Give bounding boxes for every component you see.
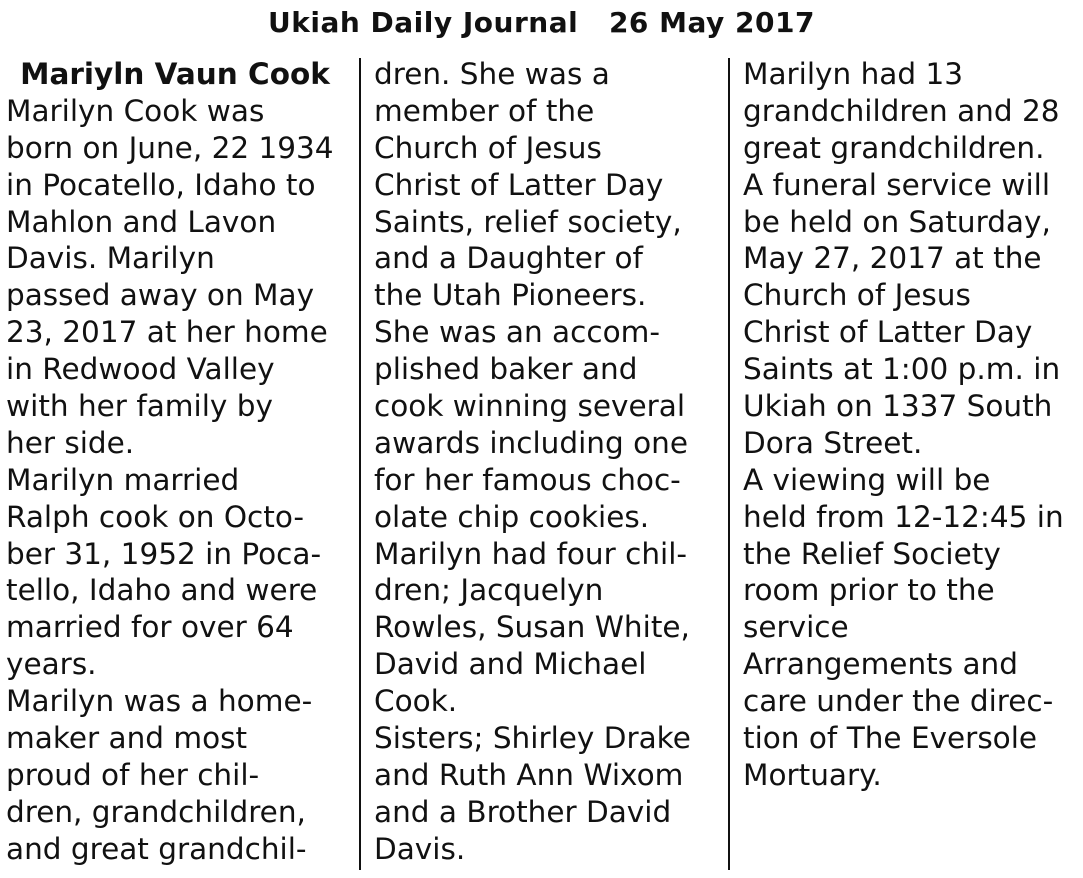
- obituary-text-line: A viewing will be: [743, 462, 991, 497]
- obituary-text-line: cook winning several: [374, 389, 686, 424]
- obituary-column-3: [743, 56, 1083, 794]
- obituary-text-line: Church of Jesus: [374, 130, 602, 165]
- obituary-text-line: years.: [6, 647, 97, 682]
- column-rule: [728, 58, 730, 870]
- obituary-text-line: service: [743, 610, 849, 645]
- obituary-text-line: in Pocatello, Idaho to: [6, 167, 316, 202]
- obituary-text-line: May 27, 2017 at the: [743, 241, 1042, 276]
- obituary-text-line: Christ of Latter Day: [743, 315, 1033, 350]
- obituary-text-line: the Utah Pioneers.: [374, 278, 647, 313]
- obituary-text-line: passed away on May: [6, 278, 315, 313]
- obituary-text-line: ber 31, 1952 in Poca-: [6, 536, 322, 571]
- obituary-text-line: Marilyn married: [6, 462, 240, 497]
- obituary-text-line: plished baker and: [374, 352, 638, 387]
- obituary-column-1: [6, 56, 356, 868]
- obituary-text-line: Ukiah on 1337 South: [743, 389, 1053, 424]
- obituary-text-line: proud of her chil-: [6, 757, 260, 792]
- obituary-text-line: dren, grandchildren,: [6, 794, 306, 829]
- obituary-text-line: and a Brother David: [374, 794, 672, 829]
- obituary-text-line: married for over 64: [6, 610, 294, 645]
- obituary-text-line: tello, Idaho and were: [6, 573, 318, 608]
- publication-name: Ukiah Daily Journal: [268, 6, 579, 39]
- obituary-text-line: tion of The Eversole: [743, 721, 1038, 756]
- obituary-text-line: 23, 2017 at her home: [6, 315, 328, 350]
- obituary-text-line: for her famous choc-: [374, 462, 681, 497]
- obituary-text-line: in Redwood Valley: [6, 352, 275, 387]
- obituary-text-line: Saints, relief society,: [374, 204, 682, 239]
- obituary-text-line: She was an accom-: [374, 315, 660, 350]
- obituary-text-line: Cook.: [374, 684, 458, 719]
- obituary-text-line: Sisters; Shirley Drake: [374, 721, 691, 756]
- masthead-spacer: [578, 6, 609, 39]
- obituary-text-line: Marilyn Cook was: [6, 93, 265, 128]
- obituary-text-line: care under the direc-: [743, 684, 1054, 719]
- obituary-text-line: Arrangements and: [743, 647, 1018, 682]
- obituary-text-line: born on June, 22 1934: [6, 130, 334, 165]
- obituary-text-line: grandchildren and 28: [743, 93, 1060, 128]
- obituary-text-line: with her family by: [6, 389, 273, 424]
- obituary-text-line: and a Daughter of: [374, 241, 643, 276]
- obituary-column-2: [374, 56, 724, 868]
- obituary-text-line: dren. She was a: [374, 57, 610, 91]
- obituary-text-line: Saints at 1:00 p.m. in: [743, 352, 1061, 387]
- obituary-text-line: Mahlon and Lavon: [6, 204, 277, 239]
- obituary-text-line: Marilyn had four chil-: [374, 536, 688, 571]
- obituary-text-line: dren; Jacquelyn: [374, 573, 604, 608]
- obituary-text-line: olate chip cookies.: [374, 499, 650, 534]
- obituary-text-line: awards including one: [374, 425, 688, 460]
- obituary-text-line: Ralph cook on Octo-: [6, 499, 305, 534]
- obituary-text-line: and Ruth Ann Wixom: [374, 757, 684, 792]
- obituary-text-line: David and Michael: [374, 647, 647, 682]
- obituary-text-line: the Relief Society: [743, 536, 1001, 571]
- obituary-text-line: member of the: [374, 93, 595, 128]
- obituary-text-line: Davis.: [374, 831, 466, 866]
- obituary-headline: Mariyln Vaun Cook: [20, 57, 330, 91]
- obituary-text-line: Christ of Latter Day: [374, 167, 664, 202]
- obituary-text-line: and great grandchil-: [6, 831, 307, 866]
- obituary-text-line: maker and most: [6, 721, 248, 756]
- obituary-text-line: great grandchildren.: [743, 130, 1045, 165]
- publication-date: 26 May 2017: [608, 6, 815, 39]
- obituary-text-line: Church of Jesus: [743, 278, 971, 313]
- obituary-text-line: room prior to the: [743, 573, 995, 608]
- obituary-text-line: Marilyn had 13: [743, 57, 963, 91]
- obituary-text-line: Dora Street.: [743, 425, 923, 460]
- obituary-text-line: Davis. Marilyn: [6, 241, 215, 276]
- column-rule: [359, 58, 361, 870]
- obituary-text-line: Rowles, Susan White,: [374, 610, 690, 645]
- obituary-text-line: Mortuary.: [743, 757, 882, 792]
- obituary-text-line: held from 12-12:45 in: [743, 499, 1064, 534]
- masthead: [0, 0, 1083, 48]
- obituary-text-line: be held on Saturday,: [743, 204, 1051, 239]
- obituary-text-line: her side.: [6, 425, 135, 460]
- obituary-text-line: Marilyn was a home-: [6, 684, 313, 719]
- obituary-text-line: A funeral service will: [743, 167, 1051, 202]
